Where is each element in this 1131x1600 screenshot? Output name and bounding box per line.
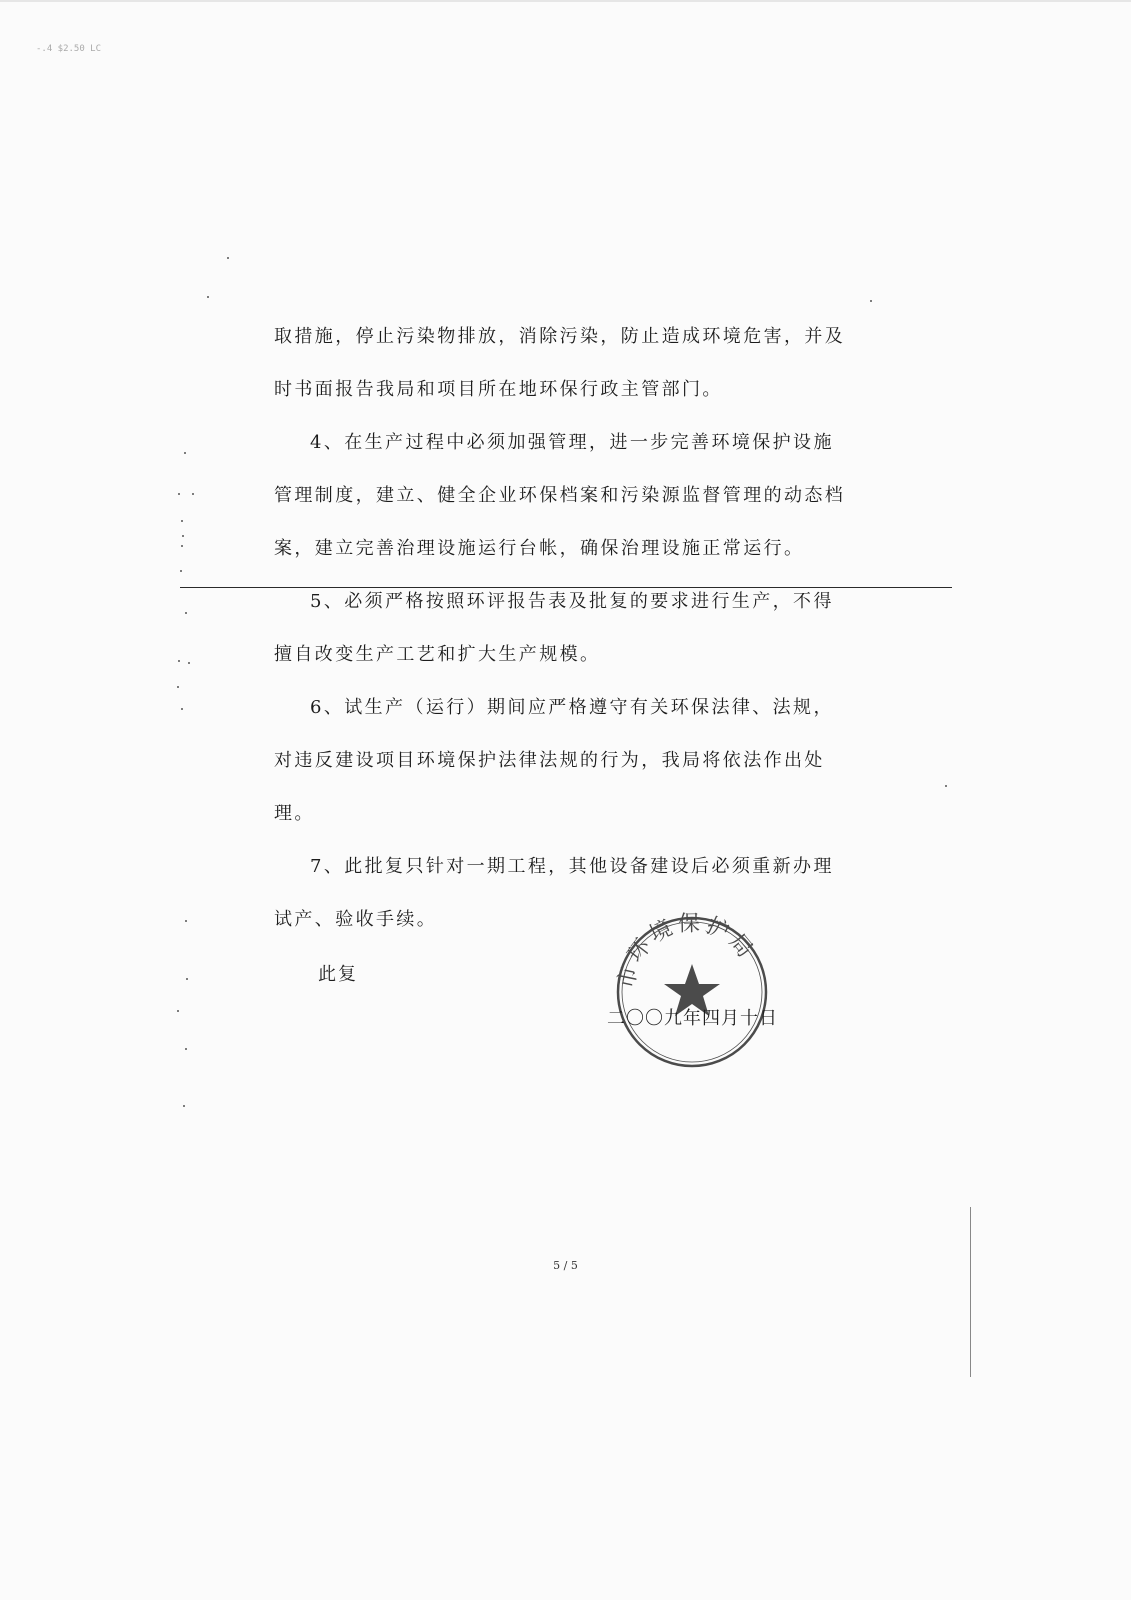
document-body bbox=[274, 310, 849, 946]
paragraph-continuation: 取措施，停止污染物排放，消除污染，防止造成环境危害，并及时书面报告我局和项目所在地环保行政主管部门。 bbox=[274, 326, 846, 400]
paragraph-item-6: 6、试生产（运行）期间应严格遵守有关环保法律、法规，对违反建设项目环境保护法律法规的行为，我局将依法作出处理。 bbox=[274, 697, 834, 824]
document-date: 二〇〇九年四月十日 bbox=[607, 1008, 778, 1029]
scan-edge bbox=[0, 0, 1131, 2]
paragraph-item-4: 4、在生产过程中必须加强管理，进一步完善环境保护设施管理制度，建立、健全企业环保档案和污染源监督管理的动态档案，建立完善治理设施运行台帐，确保治理设施正常运行。 bbox=[274, 432, 846, 559]
paragraph-item-7: 7、此批复只针对一期工程，其他设备建设后必须重新办理试产、验收手续。 bbox=[274, 856, 834, 930]
seal-text: 市环境保护局 bbox=[613, 912, 760, 991]
scan-edge-line bbox=[970, 1207, 971, 1377]
page-number: 5 / 5 bbox=[553, 1259, 578, 1272]
strikethrough-line bbox=[180, 587, 952, 588]
closing-reply: 此复 bbox=[318, 964, 358, 985]
paragraph-item-5: 5、必须严格按照环评报告表及批复的要求进行生产，不得擅自改变生产工艺和扩大生产规模。 bbox=[274, 591, 834, 665]
official-seal bbox=[612, 912, 772, 1072]
scan-marks: -.4 $2.50 LC bbox=[36, 44, 102, 54]
